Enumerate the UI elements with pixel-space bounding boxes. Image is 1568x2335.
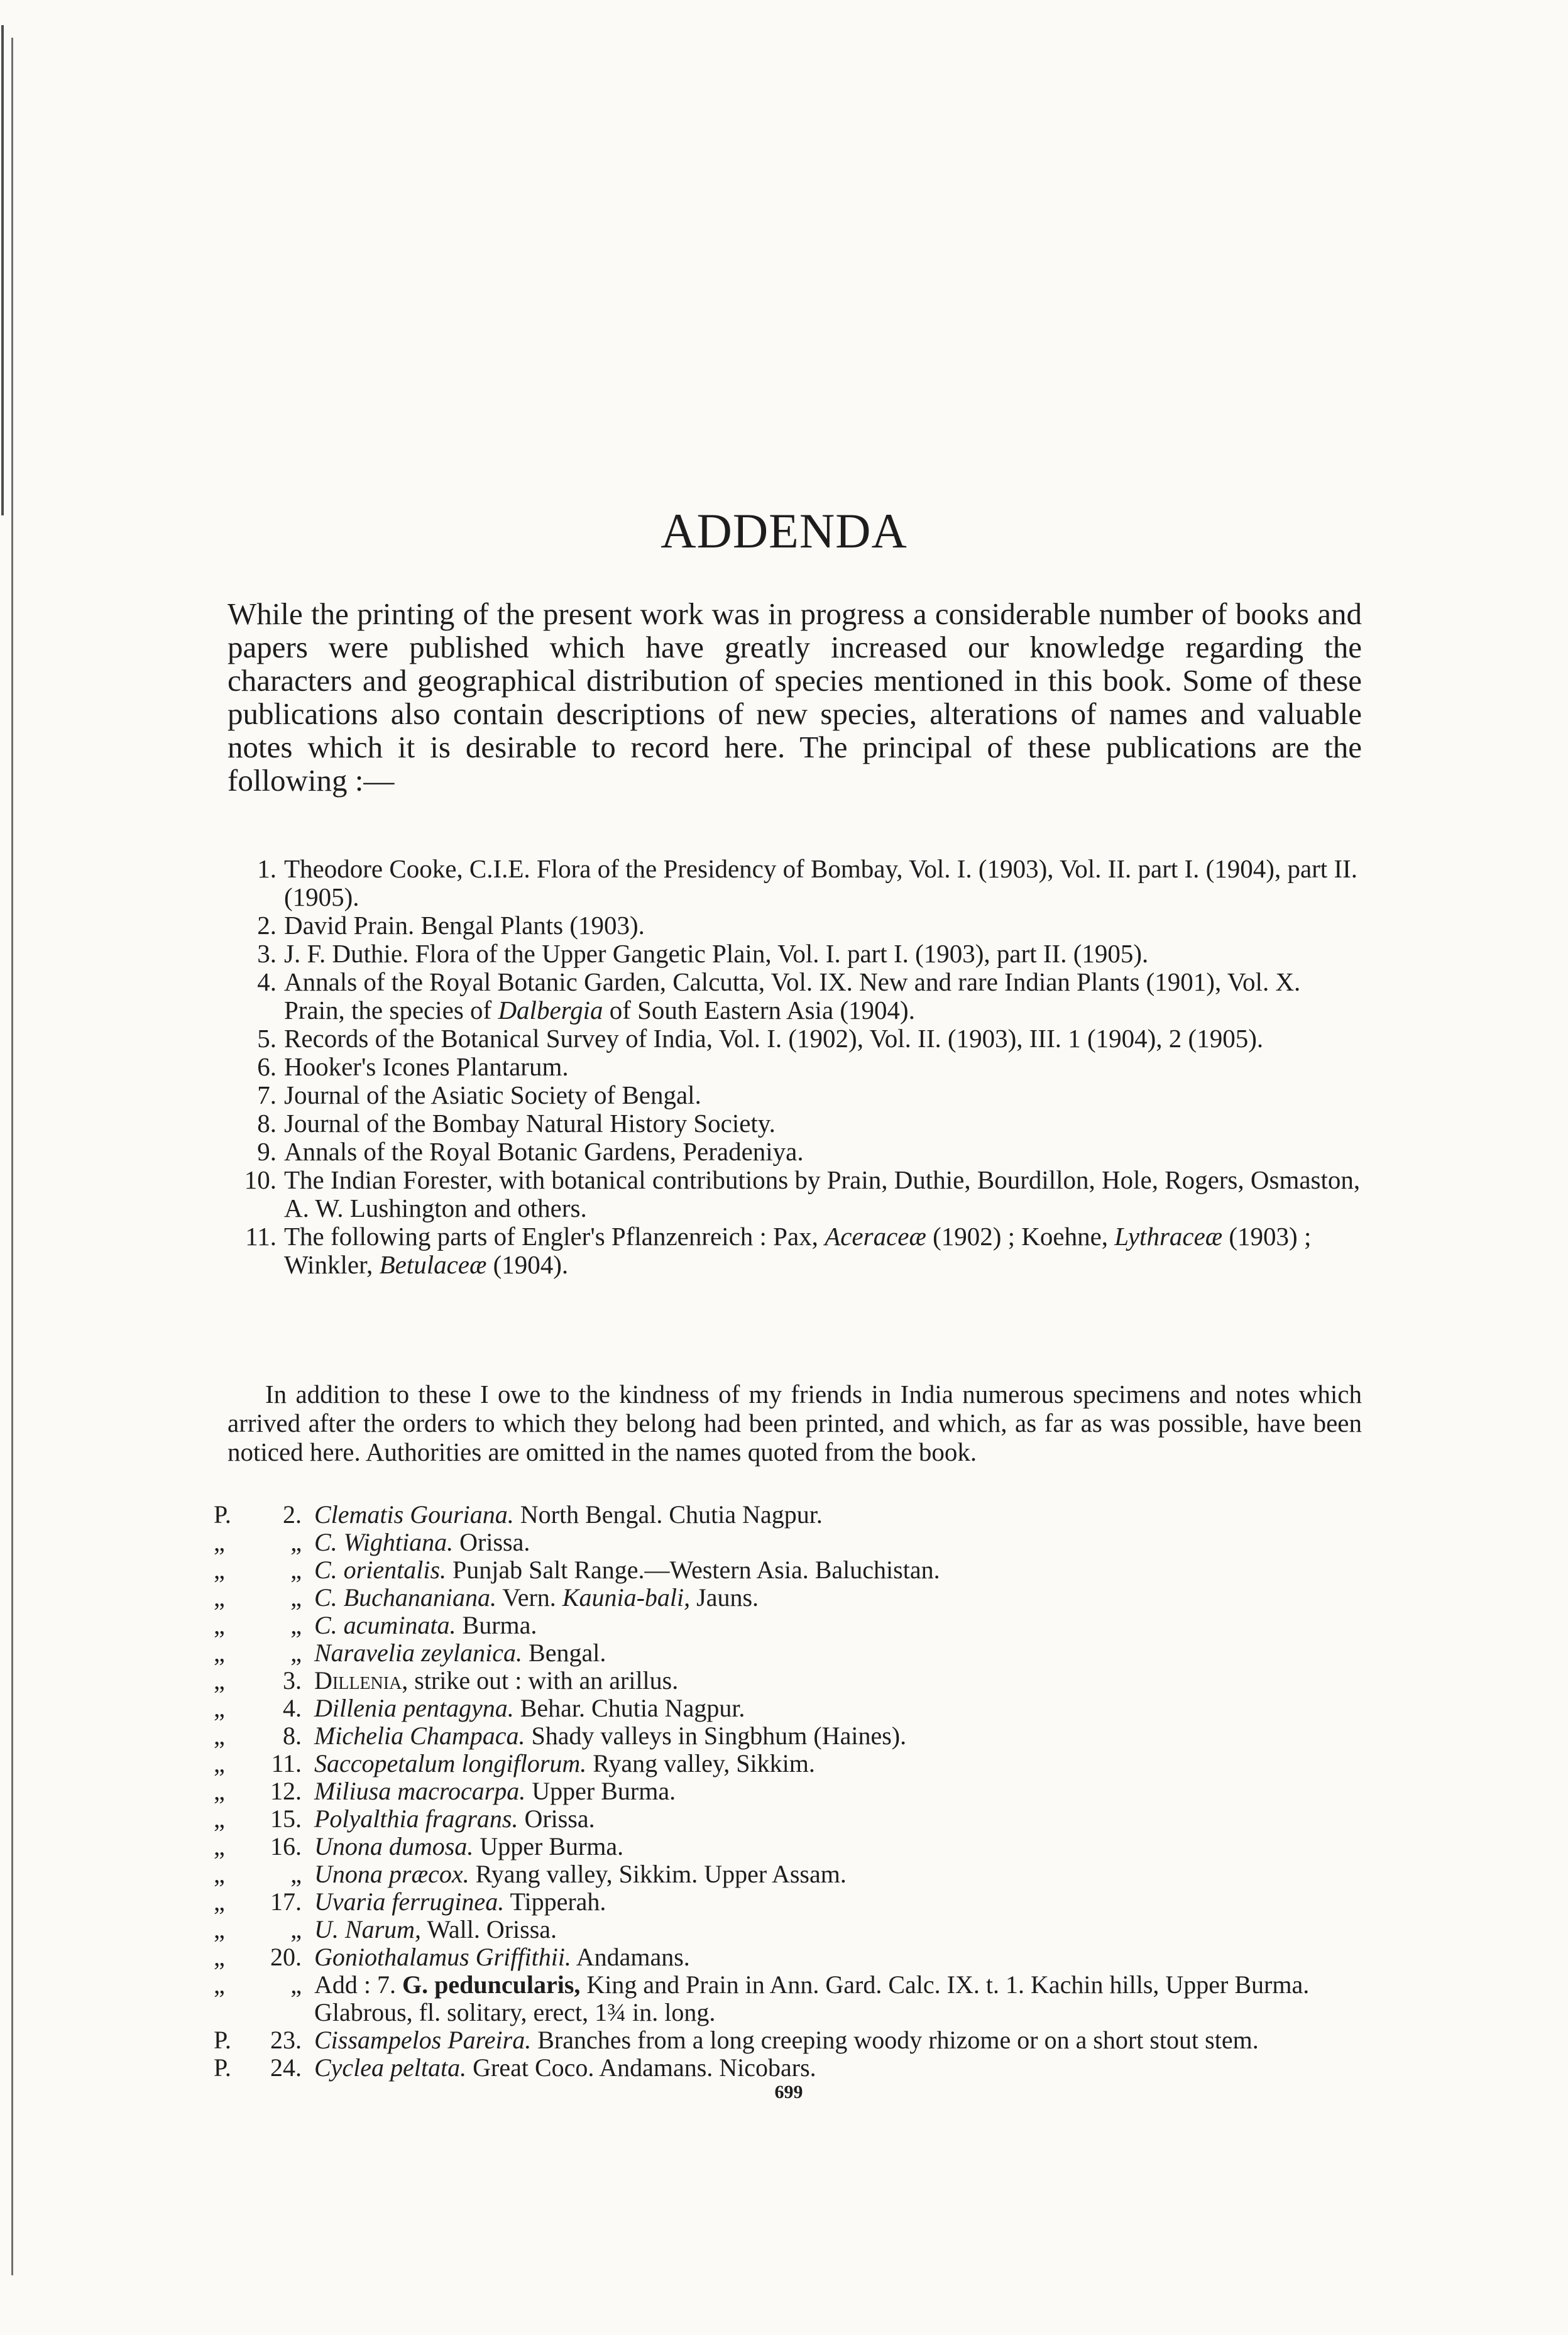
addenda-entry: „ „ Naravelia zeylanica. Bengal. <box>214 1639 606 1667</box>
reference-item: 11. The following parts of Engler's Pflanzenreich : Pax, Aceraceæ (1902) ; Koehne, Lythraceæ (1903) ; Winkler, Betulaceæ (1904). <box>245 1222 1312 1279</box>
reference-item: 1. Theodore Cooke, C.I.E. Flora of the Presidency of Bombay, Vol. I. (1903), Vol. II. part I. (1904), part II. (1905). <box>257 854 1358 911</box>
reference-list <box>228 855 1362 1279</box>
page-title: ADDENDA <box>661 503 907 558</box>
reference-item: 7. Journal of the Asiatic Society of Bengal. <box>257 1080 701 1109</box>
reference-item: 9. Annals of the Royal Botanic Gardens, Peradeniya. <box>257 1137 804 1166</box>
page-binding-shadow <box>1 25 6 515</box>
addenda-entry: „ 3. Dillenia, strike out : with an arillus. <box>214 1666 679 1695</box>
addenda-entry: „ „ C. Wightiana. Orissa. <box>214 1528 530 1556</box>
reference-item: 8. Journal of the Bombay Natural History Society. <box>257 1109 776 1138</box>
reference-item: 5. Records of the Botanical Survey of India, Vol. I. (1902), Vol. II. (1903), III. 1 (1904), 2 (1905). <box>257 1024 1264 1053</box>
addenda-entry: „ 11. Saccopetalum longiflorum. Ryang valley, Sikkim. <box>214 1749 815 1777</box>
addenda-entry: „ 12. Miliusa macrocarpa. Upper Burma. <box>214 1777 676 1805</box>
addenda-entry: P. 24. Cyclea peltata. Great Coco. Andamans. Nicobars. <box>214 2053 816 2082</box>
addenda-entry: „ „ U. Narum, Wall. Orissa. <box>214 1915 557 1943</box>
addenda-entry: „ 16. Unona dumosa. Upper Burma. <box>214 1832 624 1860</box>
reference-item: 3. J. F. Duthie. Flora of the Upper Gangetic Plain, Vol. I. part I. (1903), part II. (1905). <box>257 939 1149 968</box>
page-number: 699 <box>774 2082 803 2102</box>
addenda-entry: P. 23. Cissampelos Pareira. Branches from a long creeping woody rhizome or on a short stout stem. <box>214 2026 1259 2054</box>
addenda-entry: „ „ C. orientalis. Punjab Salt Range.—Western Asia. Baluchistan. <box>214 1556 940 1584</box>
addenda-entry: „ 17. Uvaria ferruginea. Tipperah. <box>214 1887 606 1916</box>
addenda-entry: „ 4. Dillenia pentagyna. Behar. Chutia Nagpur. <box>214 1694 745 1722</box>
reference-item: 2. David Prain. Bengal Plants (1903). <box>257 911 645 940</box>
addenda-entry: „ „ C. Buchananiana. Vern. Kaunia-bali, Jauns. <box>214 1583 759 1612</box>
reference-item: 10. The Indian Forester, with botanical contributions by Prain, Duthie, Bourdillon, Hole, Rogers, Osmaston, A. W. Lushington and others. <box>244 1165 1361 1222</box>
addenda-entry: „ 8. Michelia Champaca. Shady valleys in Singbhum (Haines). <box>214 1722 907 1750</box>
reference-item: 4. Annals of the Royal Botanic Garden, Calcutta, Vol. IX. New and rare Indian Plants (1901), Vol. X. Prain, the species of Dalbergia of South Eastern Asia (1904). <box>257 967 1301 1025</box>
reference-item: 6. Hooker's Icones Plantarum. <box>257 1052 569 1081</box>
addenda-entry: P. 2. Clematis Gouriana. North Bengal. Chutia Nagpur. <box>214 1500 823 1529</box>
page-binding-edge <box>11 38 17 2275</box>
acknowledgement-paragraph: In addition to these I owe to the kindness of my friends in India numerous specimens and notes which arrived after the orders to which they belong had been printed, and which, as far as was possible, have been noticed here. Authorities are omitted in the names quoted from the book. <box>228 1380 1362 1466</box>
addenda-entry: „ „ Add : 7. G. peduncularis, King and Prain in Ann. Gard. Calc. IX. t. 1. Kachin hills, Upper Burma. Glabrous, fl. solitary, erect, 1¾ in. long. <box>214 1970 1310 2026</box>
addenda-entry: „ 20. Goniothalamus Griffithii. Andamans. <box>214 1943 690 1971</box>
addenda-entries <box>214 1501 1364 2103</box>
addenda-entry: „ „ Unona præcox. Ryang valley, Sikkim. Upper Assam. <box>214 1860 847 1888</box>
addenda-entry: „ 15. Polyalthia fragrans. Orissa. <box>214 1805 595 1833</box>
addenda-entry: „ „ C. acuminata. Burma. <box>214 1611 537 1639</box>
intro-paragraph: While the printing of the present work was in progress a considerable number of books and papers were published which have greatly increased our knowledge regarding the characters and geographical distribution of species mentioned in this book. Some of these publications also contain descriptions of new species, alterations of names and valuable notes which it is desirable to record here. The principal of these publications are the following :— <box>228 596 1362 798</box>
